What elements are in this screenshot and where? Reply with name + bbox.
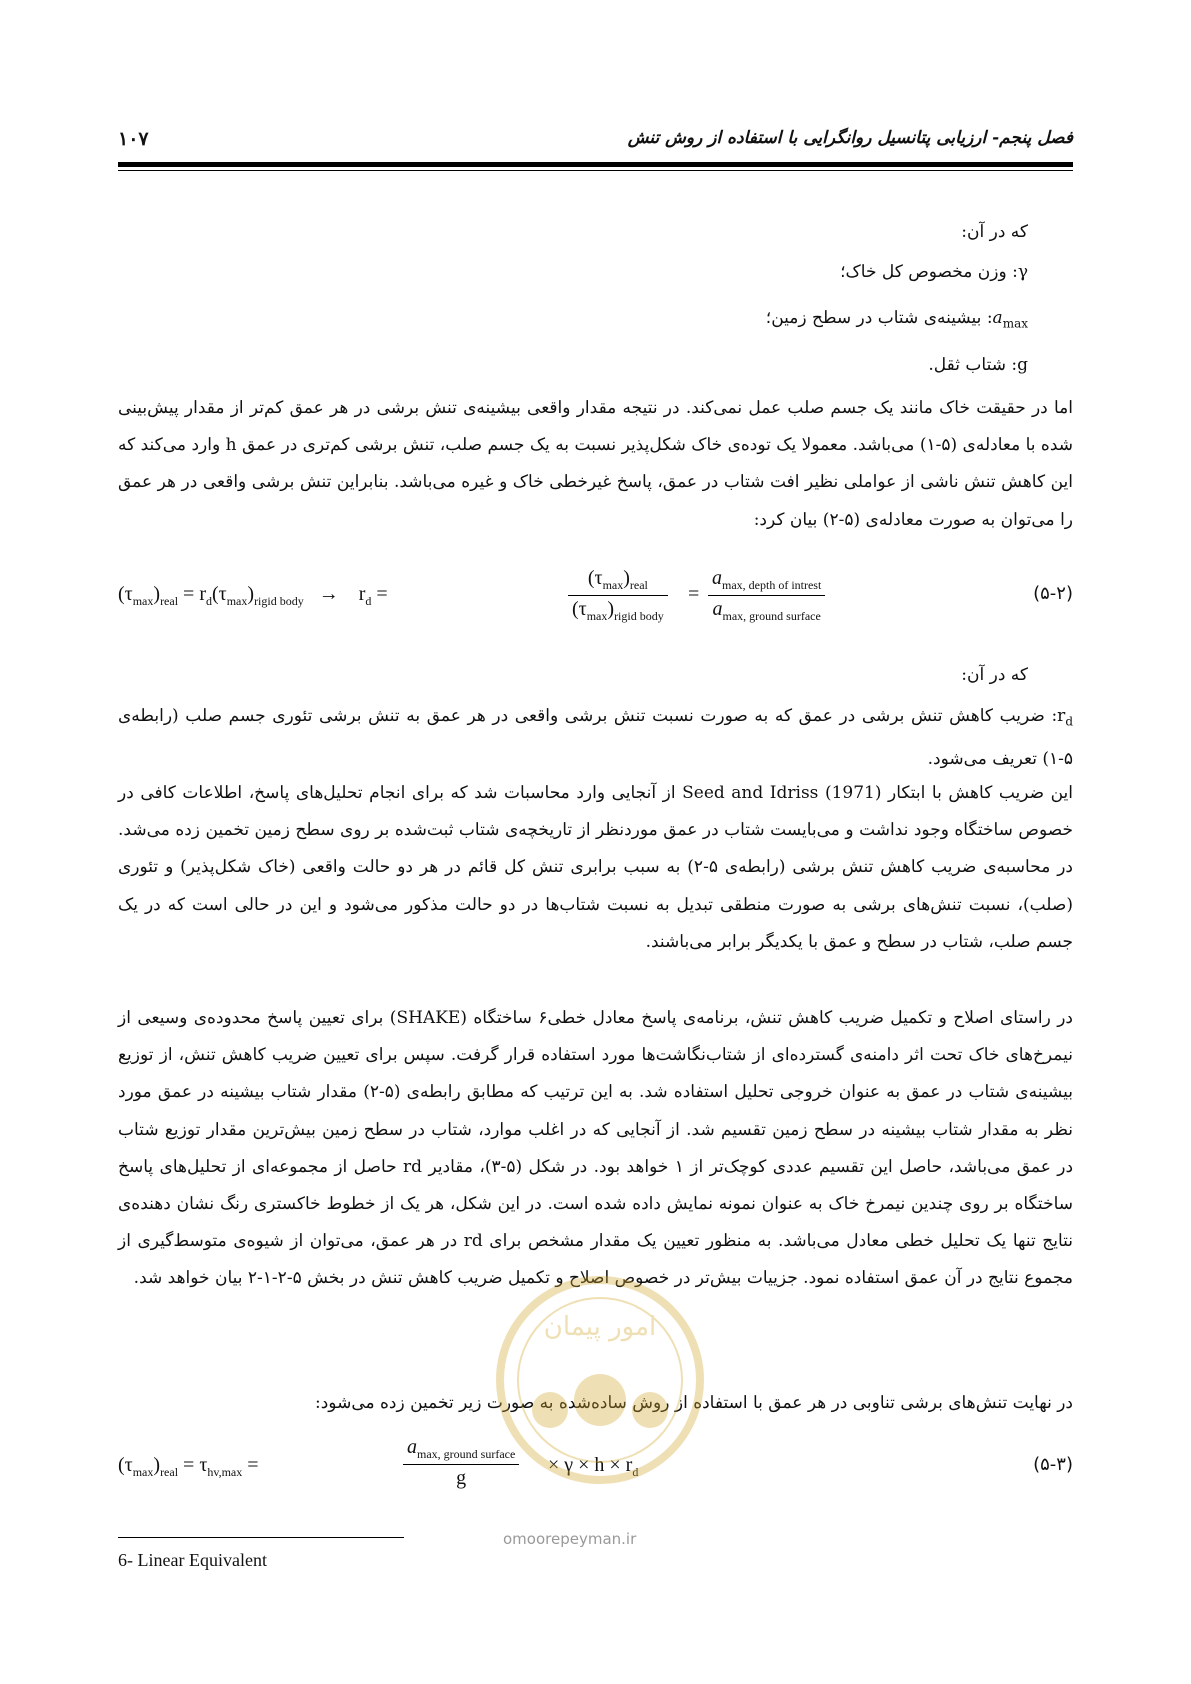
rd-desc: : ضریب کاهش تنش برشی در عمق که به صورت نسبت تنش برشی واقعی در هر عمق به تنش برشی تئوری جسم صلب (رابطه‌ی ۵-۱) تعریف می‌شود. [118, 706, 1073, 769]
def-g [928, 355, 1028, 375]
rd-symbol: $r_d$ [1057, 706, 1073, 729]
defs2-intro: که در آن: [961, 665, 1028, 685]
g-desc: : شتاب ثقل. [928, 355, 1018, 375]
watermark-logo-text: امور پیمان [543, 1312, 657, 1342]
page-number: ۱۰۷ [118, 128, 149, 150]
page-header [118, 128, 1073, 160]
def-rd [118, 698, 1073, 778]
equation-number-5-3: (۵-۳) [1033, 1454, 1073, 1475]
paragraph-3: در راستای اصلاح و تکمیل ضریب کاهش تنش، برنامه‌ی پاسخ معادل خطی۶ ساختگاه (SHAKE) برای تعیین پاسخ محدوده‌ی وسیعی از نیمرخ‌های خاک تحت اثر دامنه‌ی گسترده‌ای از شتاب‌نگاشت‌ها مورد استفاده قرار گرفت. سپس برای تعیین ضریب کاهش تنش، از توزیع بیشینه‌ی شتاب در عمق به عنوان خروجی تحلیل استفاده شد. به این ترتیب که مطابق رابطه‌ی (۵-۲) مقدار شتاب بیشینه در عمق مورد نظر به مقدار شتاب بیشینه در سطح زمین تقسیم شد. از آنجایی که در اغلب موارد، شتاب در سطح زمین بیش‌ترین مقدار توزیع شتاب در عمق می‌باشد، حاصل این تقسیم عددی کوچک‌تر از ۱ خواهد بود. در شکل (۵-۳)، مقادیر rd حاصل از مجموعه‌ای از تحلیل‌های پاسخ ساختگاه بر روی چندین نیمرخ خاک به عنوان نمونه نمایش داده شده است. در این شکل، هر یک از خطوط خاکستری رنگ نشان دهنده‌ی نتایج تنها یک تحلیل خطی معادل می‌باشد. به منظور تعیین یک مقدار مشخص برای rd در هر عمق، می‌توان از شیوه‌ی متوسط‌گیری از مجموع نتایج در آن عمق استفاده نمود. جزییات بیش‌تر در خصوص اصلاح و تکمیل ضریب کاهش تنش در بخش ۵-۲-۱-۲ بیان خواهد شد. [118, 1008, 1074, 1289]
equation-5-2: $(\tau_{max})_{real} = r_d(\tau_{max})_{rigid body}$ → $r_d$ = $(\tau_{max})_{real}$ $(\tau_{max})_{rigid body}$ = $a_{max, depth of intrest}$ $a_{max, ground surface}$ (۵-۲) [118, 567, 1073, 623]
def-amax [766, 308, 1028, 330]
header-rule-thick [118, 162, 1073, 167]
def-gamma [840, 262, 1028, 282]
watermark-site: omoorepeyman.ir [503, 1530, 637, 1548]
equation-number-5-2: (۵-۲) [1033, 583, 1073, 604]
paragraph-4: در نهایت تنش‌های برشی تناوبی در هر عمق با استفاده از روش ساده‌شده به صورت زیر تخمین زده می‌شود: [315, 1393, 1073, 1413]
gamma-desc: : وزن مخصوص کل خاک؛ [840, 262, 1018, 282]
amax-symbol: $a_{max}$ [992, 308, 1028, 331]
footnote: 6- Linear Equivalent [118, 1550, 267, 1570]
header-rule-thin [118, 170, 1073, 171]
chapter-title: فصل پنجم- ارزیابی پتانسیل روانگرایی با استفاده از روش تنش [627, 128, 1073, 148]
watermark-logo [490, 1270, 710, 1490]
equation-5-3-rhs: × $\gamma \times h \times r_d$ [548, 1454, 639, 1479]
equation-5-3-lhs: $(\tau_{max})_{real} = \tau_{hv,max}$ = [118, 1454, 259, 1479]
acceleration-ratio-fraction: $a_{max, depth of intrest}$ $a_{max, ground surface}$ [708, 567, 825, 624]
gamma-symbol: γ [1017, 262, 1028, 282]
equation-5-2-body: $(\tau_{max})_{real} = r_d(\tau_{max})_{rigid body}$ → $r_d$ = [118, 583, 388, 608]
g-symbol: g [1017, 355, 1028, 375]
ground-accel-over-g-fraction: $a_{max, ground surface}$ g [403, 1436, 519, 1490]
tau-ratio-fraction: $(\tau_{max})_{real}$ $(\tau_{max})_{rigid body}$ [568, 567, 668, 624]
paragraph-1: اما در حقیقت خاک مانند یک جسم صلب عمل نمی‌کند. در نتیجه مقدار واقعی بیشینه‌ی تنش برشی در هر عمق کم‌تر از مقدار پیش‌بینی شده با معادله‌ی (۵-۱) می‌باشد. معمولا یک توده‌ی خاک شکل‌پذیر نسبت به یک جسم صلب، تنش برشی کم‌تری در عمق h وارد می‌کند که این کاهش تنش ناشی از عواملی نظیر افت شتاب در عمق، پاسخ غیرخطی خاک و غیره می‌باشد. بنابراین تنش برشی واقعی در هر عمق را می‌توان به صورت معادله‌ی (۵-۲) بیان کرد: [118, 398, 1073, 530]
defs-intro: که در آن: [961, 222, 1028, 242]
amax-desc: : بیشینه‌ی شتاب در سطح زمین؛ [765, 308, 993, 328]
paragraph-2: این ضریب کاهش با ابتکار Seed and Idriss (1971) از آنجایی وارد محاسبات شد که برای انجام تحلیل‌های پاسخ، اطلاعات کافی در خصوص ساختگاه وجود نداشت و می‌بایست شتاب در عمق موردنظر از تاریخچه‌ی شتاب ثبت‌شده بر روی سطح زمین تخمین زده می‌شد. در محاسبه‌ی ضریب کاهش تنش برشی (رابطه‌ی ۵-۲) به سبب برابری تنش کل قائم در هر دو حالت واقعی (خاک شکل‌پذیر) و تئوری (صلب)، نسبت تنش‌های برشی به صورت منطقی تبدیل به نسبت شتاب‌ها در دو حالت مذکور می‌شود و این در حالی است که در یک جسم صلب، شتاب در سطح و عمق با یکدیگر برابر می‌باشند. [118, 783, 1073, 952]
footnote-rule [118, 1537, 404, 1538]
